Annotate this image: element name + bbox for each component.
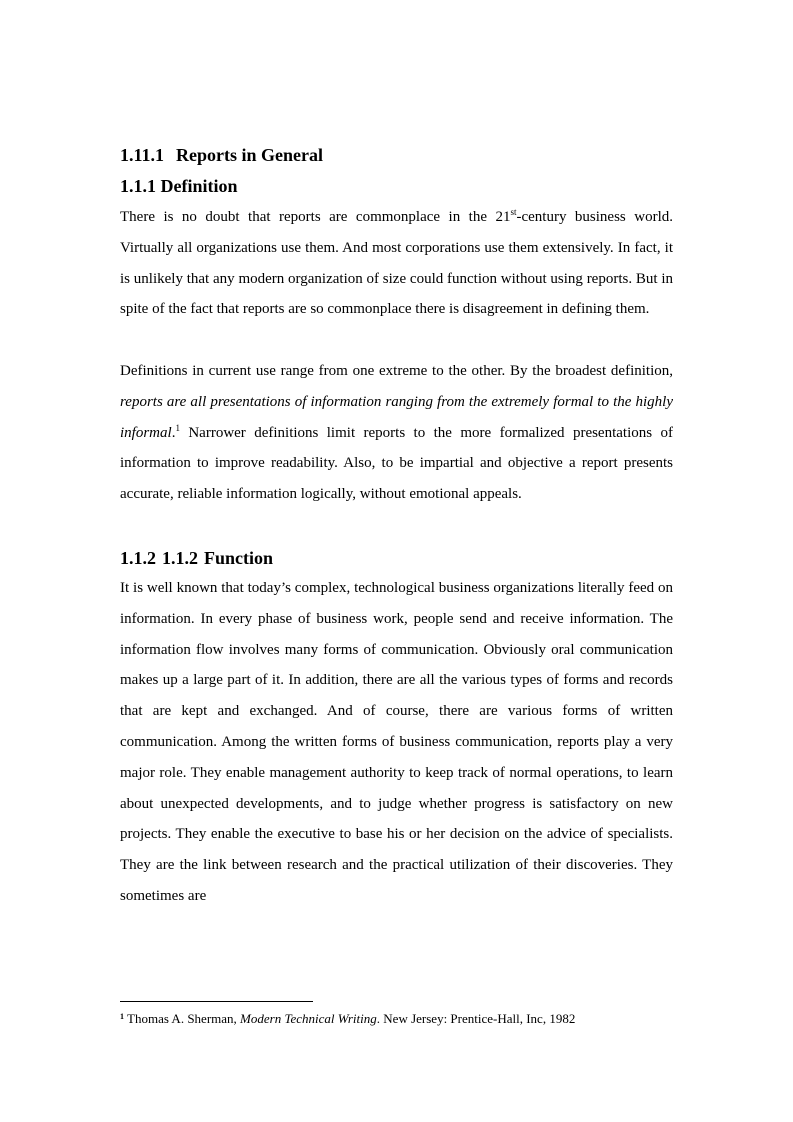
footnote-marker: 1	[120, 1012, 124, 1021]
paragraph-text: Definitions in current use range from one extreme to the other. By the broadest definition,	[120, 362, 673, 379]
document-body	[120, 140, 673, 912]
footnote	[120, 1010, 680, 1028]
paragraph-text: There is no doubt that reports are commonplace in the 21	[120, 209, 511, 225]
definition-paragraph-1	[120, 202, 673, 325]
function-number: 1.1.2	[120, 547, 156, 568]
function-heading	[120, 543, 673, 573]
ordinal-superscript: st	[510, 207, 517, 217]
section-title: Reports in General	[176, 145, 323, 165]
footnote-reference[interactable]: 1	[175, 422, 180, 433]
footnote-author: Thomas A. Sherman,	[124, 1011, 241, 1026]
footnote-book-title: Modern Technical Writing	[240, 1011, 377, 1026]
paragraph-text: Narrower definitions limit reports to the more formalized presentations of information to improve readability. Also, to be impartial and objective a report presents accurate, reliable information logically, without emotional appeals.	[120, 424, 673, 503]
definition-heading: 1.1.1 Definition	[120, 176, 238, 196]
function-number-repeat: 1.1.2	[162, 547, 198, 568]
function-title: Function	[204, 547, 274, 568]
footnote-publication: . New Jersey: Prentice-Hall, Inc, 1982	[376, 1011, 576, 1026]
paragraph-text: -century business world. Virtually all organizations use them. And most corporations use them extensively. In fact, it is unlikely that any modern organization of size could function without using reports. But in spite of the fact that reports are so commonplace there is disagreement in defining them.	[120, 209, 673, 318]
italic-definition: reports are all presentations of information ranging from the extremely formal to the highly informal	[120, 393, 673, 441]
definition-paragraph-2	[120, 356, 673, 510]
function-paragraph: It is well known that today’s complex, technological business organizations literally feed on information. In every phase of business work, people send and receive information. The information flow involves many forms of communication. Obviously oral communication makes up a large part of it. In addition, there are all the various types of forms and records that are kept and exchanged. And of course, there are various forms of written communication. Among the written forms of business communication, reports play a very major role. They enable management authority to keep track of normal operations, to learn about unexpected developments, and to judge whether progress is satisfactory on new projects. They enable the executive to base his or her decision on the advice of specialists. They are the link between research and the practical utilization of their discoveries. They sometimes are	[120, 579, 673, 904]
paragraph-text: .	[171, 424, 176, 441]
footnote-divider	[120, 1001, 313, 1002]
section-number: 1.11.1	[120, 145, 165, 165]
section-heading	[120, 140, 673, 170]
